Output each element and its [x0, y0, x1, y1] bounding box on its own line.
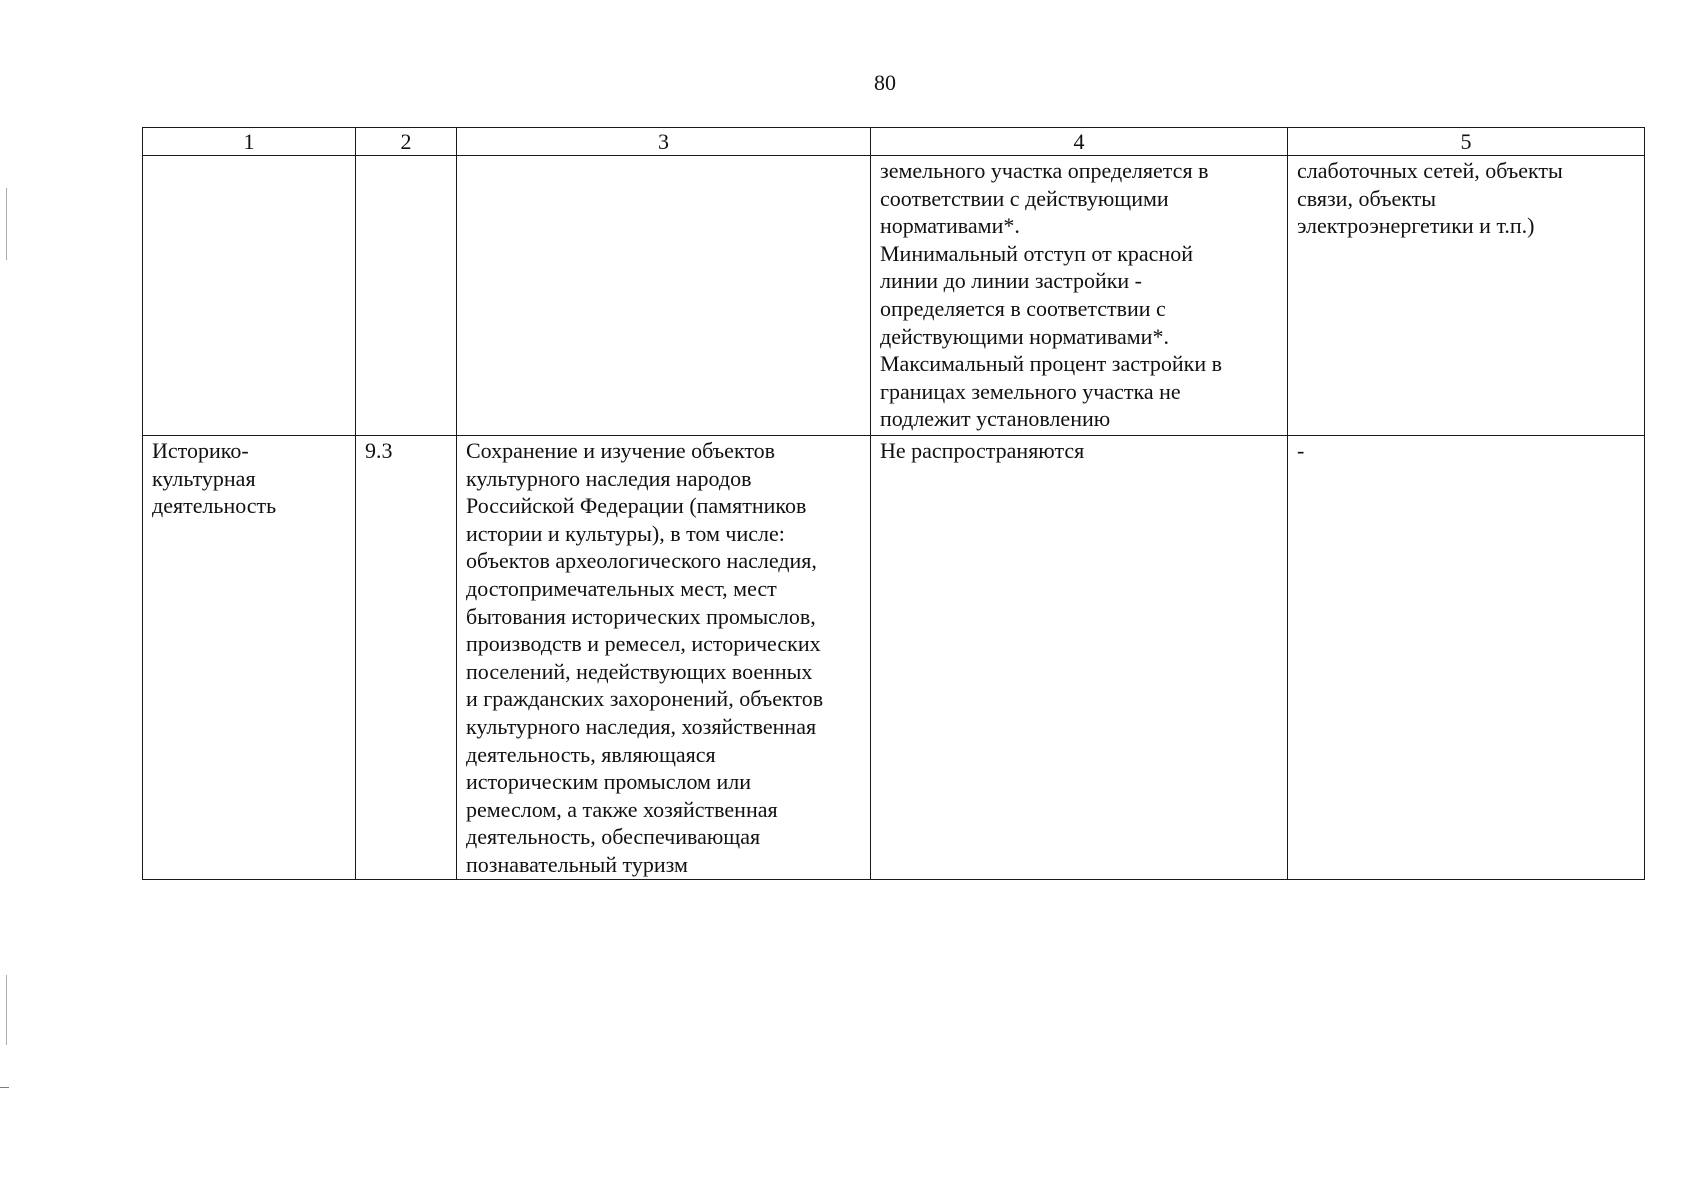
text-line: бытования исторических промыслов, — [466, 603, 816, 629]
cell-col5-notes — [1288, 156, 1645, 436]
text-line: деятельность, обеспечивающая — [466, 824, 761, 850]
text-line: достопримечательных мест, мест — [466, 575, 777, 601]
column-header-5: 5 — [1288, 128, 1645, 156]
text-line: объектов археологического наследия, — [466, 548, 817, 574]
text-line: культурного наследия народов — [466, 465, 752, 491]
cell-col4-parameters — [871, 156, 1288, 436]
text-line: слаботочных сетей, объекты — [1297, 158, 1563, 183]
text-line: культурного наследия, хозяйственная — [466, 713, 817, 739]
cell-col1-activity — [143, 436, 356, 880]
column-header-3: 3 — [457, 128, 871, 156]
cell-col1 — [143, 156, 356, 436]
text-line: соответствии с действующими — [880, 185, 1169, 211]
text-line: подлежит установлению — [880, 406, 1111, 432]
text-line: границах земельного участка не — [880, 378, 1181, 404]
cell-col2-code: 9.3 — [356, 436, 457, 880]
scan-artifact — [6, 975, 7, 1045]
text-line: нормативами*. — [880, 213, 1020, 239]
text-line: Максимальный процент застройки в — [880, 351, 1222, 377]
column-header-2: 2 — [356, 128, 457, 156]
text-line: производств и ремесел, исторических — [466, 631, 821, 657]
text-line: ремеслом, а также хозяйственная — [466, 796, 778, 822]
text-line: познавательный туризм — [466, 851, 688, 877]
text-line: действующими нормативами*. — [880, 323, 1169, 349]
text-line: деятельность — [152, 493, 277, 519]
page-number: 80 — [874, 70, 896, 95]
cell-col4-parameters: Не распространяются — [871, 436, 1288, 880]
text-line: Российской Федерации (памятников — [466, 493, 807, 519]
cell-col3-description — [457, 436, 871, 880]
text-line: истории и культуры), в том числе: — [466, 520, 785, 546]
text-line: земельного участка определяется в — [880, 158, 1209, 183]
text-line: электроэнергетики и т.п.) — [1297, 213, 1535, 239]
text-line: историческим промыслом или — [466, 769, 751, 795]
text-line: и гражданских захоронений, объектов — [466, 686, 824, 712]
table-row — [143, 156, 1645, 436]
table-row — [143, 436, 1645, 880]
text-line: Минимальный отступ от красной — [880, 240, 1193, 266]
text-line: Сохранение и изучение объектов — [466, 438, 776, 463]
cell-col3 — [457, 156, 871, 436]
table-header-row — [143, 128, 1645, 156]
scan-artifact — [0, 1087, 9, 1088]
cell-col5-notes: - — [1288, 436, 1645, 880]
scan-artifact — [6, 188, 7, 260]
cell-col2 — [356, 156, 457, 436]
text-line: деятельность, являющаяся — [466, 741, 716, 767]
text-line: Историко- — [152, 438, 249, 463]
column-header-1: 1 — [143, 128, 356, 156]
text-line: определяется в соответствии с — [880, 295, 1166, 321]
regulations-table — [142, 127, 1645, 880]
text-line: линии до линии застройки - — [880, 268, 1143, 294]
text-line: поселений, недействующих военных — [466, 658, 813, 684]
text-line: культурная — [152, 465, 256, 491]
text-line: связи, объекты — [1297, 185, 1437, 211]
column-header-4: 4 — [871, 128, 1288, 156]
